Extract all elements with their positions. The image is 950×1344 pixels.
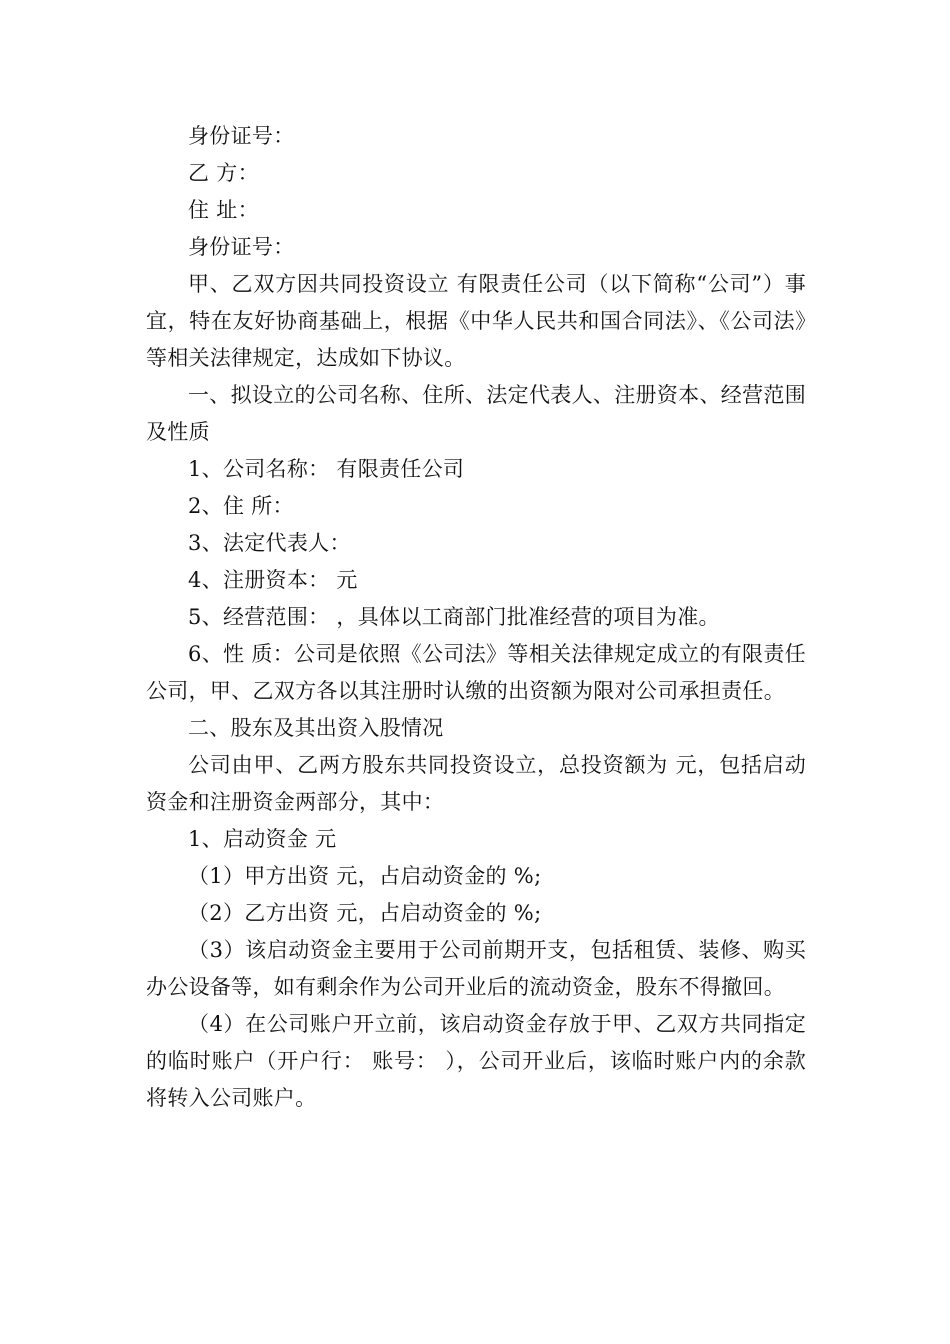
clause-business-scope: 5、经营范围： ，具体以工商部门批准经营的项目为准。 (188, 605, 720, 629)
paragraph-party-b: 乙 方： (188, 161, 259, 185)
clause-domicile: 2、住 所： (188, 494, 294, 518)
clause-company-name: 1、公司名称： 有限责任公司 (188, 457, 465, 481)
section-heading-2: 二、股东及其出资入股情况 (188, 716, 444, 740)
clause-registered-capital: 4、注册资本： 元 (188, 568, 358, 592)
clause-legal-representative: 3、法定代表人： (188, 531, 351, 555)
subclause-temporary-account: （4）在公司账户开立前，该启动资金存放于甲、乙双方共同指定的临时账户（开户行： 账号： ），公司开业后，该临时账户内的余款将转入公司账户。 (146, 1012, 806, 1110)
clause-startup-capital: 1、启动资金 元 (188, 827, 337, 851)
paragraph-investment-total: 公司由甲、乙两方股东共同投资设立，总投资额为 元，包括启动资金和注册资金两部分，其中： (146, 753, 806, 814)
paragraph-id-number-b: 身份证号： (188, 235, 295, 259)
subclause-party-a-contribution: （1）甲方出资 元，占启动资金的 %; (188, 864, 542, 888)
clause-nature: 6、性 质：公司是依照《公司法》等相关法律规定成立的有限责任公司，甲、乙双方各以其注册时认缴的出资额为限对公司承担责任。 (146, 642, 806, 703)
paragraph-address: 住 址： (188, 198, 259, 222)
paragraph-preamble: 甲、乙双方因共同投资设立 有限责任公司（以下简称“公司”）事宜，特在友好协商基础上，根据《中华人民共和国合同法》、《公司法》等相关法律规定，达成如下协议。 (146, 272, 806, 370)
subclause-capital-usage: （3）该启动资金主要用于公司前期开支，包括租赁、装修、购买办公设备等，如有剩余作为公司开业后的流动资金，股东不得撤回。 (146, 938, 806, 999)
paragraph-id-number-a: 身份证号： (188, 124, 295, 148)
document-body (146, 118, 806, 1117)
subclause-party-b-contribution: （2）乙方出资 元，占启动资金的 %; (188, 901, 542, 925)
section-heading-1: 一、拟设立的公司名称、住所、法定代表人、注册资本、经营范围及性质 (146, 383, 806, 444)
